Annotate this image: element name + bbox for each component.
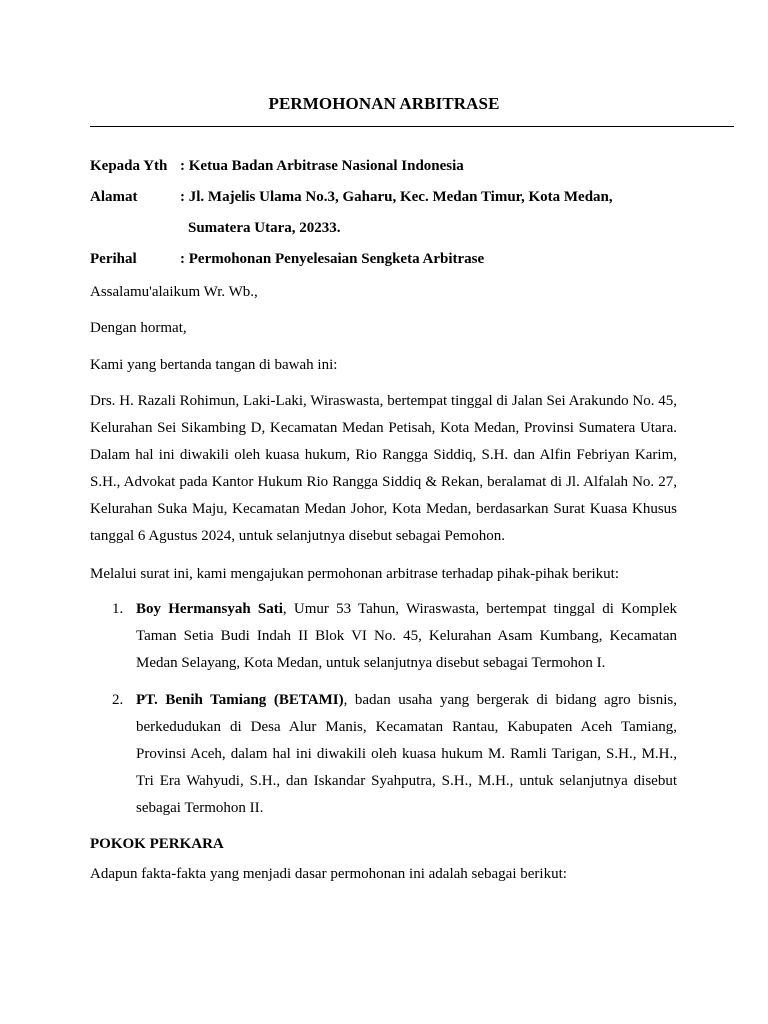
document-title: PERMOHONAN ARBITRASE [268, 94, 500, 113]
header-address-continuation: Sumatera Utara, 20233. [188, 220, 341, 236]
list-item [90, 596, 677, 677]
header-address-row [90, 187, 613, 207]
respondents-intro: Melalui surat ini, kami mengajukan permohonan arbitrase terhadap pihak-pihak berikut: [90, 566, 619, 582]
header-subject-label: Perihal [90, 251, 137, 267]
section-intro: Adapun fakta-fakta yang menjadi dasar permohonan ini adalah sebagai berikut: [90, 866, 567, 882]
section-heading: POKOK PERKARA [90, 836, 224, 852]
header-address-value: : Jl. Majelis Ulama No.3, Gaharu, Kec. Medan Timur, Kota Medan, [180, 189, 613, 205]
respondent-name: Boy Hermansyah Sati [136, 601, 283, 617]
header-subject-value: : Permohonan Penyelesaian Sengketa Arbitrase [180, 251, 485, 267]
header-to-label: Kepada Yth [90, 158, 168, 174]
greeting: Assalamu'alaikum Wr. Wb., [90, 284, 258, 300]
respondent-details: , badan usaha yang bergerak di bidang agro bisnis, berkedudukan di Desa Alur Manis, Kecamatan Rantau, Kabupaten Aceh Tamiang, Provinsi Aceh, dalam hal ini diwakili oleh kuasa hukum M. Ramli Tarigan, S.H., M.H., Tri Era Wahyudi, S.H., dan Iskandar Syahputra, S.H., M.H., untuk selanjutnya disebut sebagai Termohon II. [136, 692, 677, 816]
header-to-value: : Ketua Badan Arbitrase Nasional Indonesia [180, 158, 464, 174]
applicant-paragraph: Drs. H. Razali Rohimun, Laki-Laki, Wiraswasta, bertempat tinggal di Jalan Sei Arakundo No. 45, Kelurahan Sei Sikambing D, Kecamatan Medan Petisah, Kota Medan, Provinsi Sumatera Utara. Dalam hal ini diwakili oleh kuasa hukum, Rio Rangga Siddiq, S.H. dan Alfin Febriyan Karim, S.H., Advokat pada Kantor Hukum Rio Rangga Siddiq & Rekan, beralamat di Jl. Alfalah No. 27, Kelurahan Suka Maju, Kecamatan Medan Johor, Kota Medan, berdasarkan Surat Kuasa Khusus tanggal 6 Agustus 2024, untuk selanjutnya disebut sebagai Pemohon. [90, 393, 677, 544]
header-subject-row [90, 249, 484, 269]
list-item [90, 687, 677, 822]
header-to-row [90, 156, 464, 176]
list-item-number: 1. [112, 601, 124, 617]
respondents-list [90, 596, 677, 822]
respondent-details: , Umur 53 Tahun, Wiraswasta, bertempat tinggal di Komplek Taman Setia Budi Indah II Blok VI No. 45, Kelurahan Asam Kumbang, Kecamatan Medan Selayang, Kota Medan, untuk selanjutnya disebut sebagai Termohon I. [136, 601, 678, 671]
title-divider [90, 126, 734, 127]
list-item-number: 2. [112, 692, 124, 708]
salutation: Dengan hormat, [90, 320, 187, 336]
header-address-label: Alamat [90, 189, 138, 205]
respondent-name: PT. Benih Tamiang (BETAMI) [136, 692, 344, 708]
intro-line: Kami yang bertanda tangan di bawah ini: [90, 357, 338, 373]
